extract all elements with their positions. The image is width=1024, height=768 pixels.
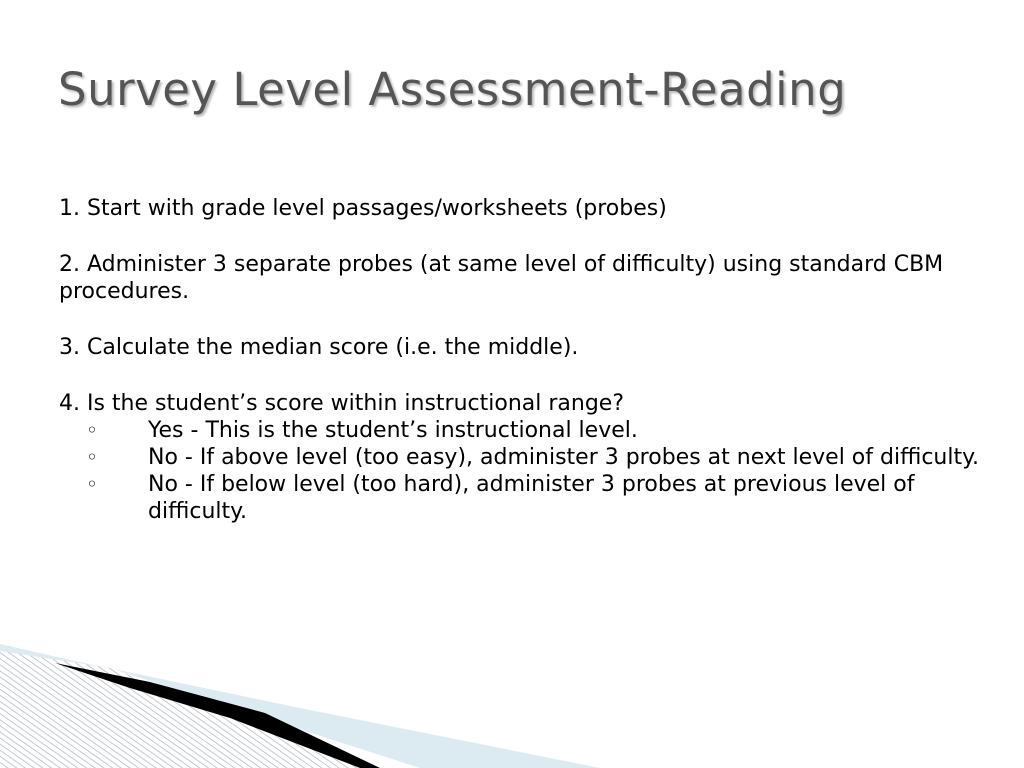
sub-item-text: No - If below level (too hard), administer 3 probes at previous level of difficulty. (148, 472, 915, 524)
sub-item-too-easy (59, 444, 989, 471)
sub-list (59, 417, 989, 525)
step-4: 4. Is the student’s score within instructional range? (59, 391, 625, 416)
black-swoosh (55, 663, 380, 768)
hollow-bullet-icon: ◦ (86, 472, 98, 496)
step-1: 1. Start with grade level passages/worksheets (probes) (59, 196, 667, 221)
slide-body (59, 195, 989, 525)
step-2: 2. Administer 3 separate probes (at same level of difficulty) using standard CBM procedures. (59, 252, 944, 304)
sub-item-too-hard (59, 471, 989, 525)
slide-title: Survey Level Assessment-Reading (58, 63, 847, 116)
sub-item-yes (59, 417, 989, 444)
hollow-bullet-icon: ◦ (86, 445, 98, 469)
step-3: 3. Calculate the median score (i.e. the middle). (59, 335, 579, 360)
light-blue-swoosh (0, 644, 600, 768)
sub-item-text: No - If above level (too easy), administer 3 probes at next level of difficulty. (148, 445, 979, 470)
hatched-wedge (0, 650, 380, 768)
hollow-bullet-icon: ◦ (86, 418, 98, 442)
sub-item-text: Yes - This is the student’s instructional level. (148, 418, 638, 443)
